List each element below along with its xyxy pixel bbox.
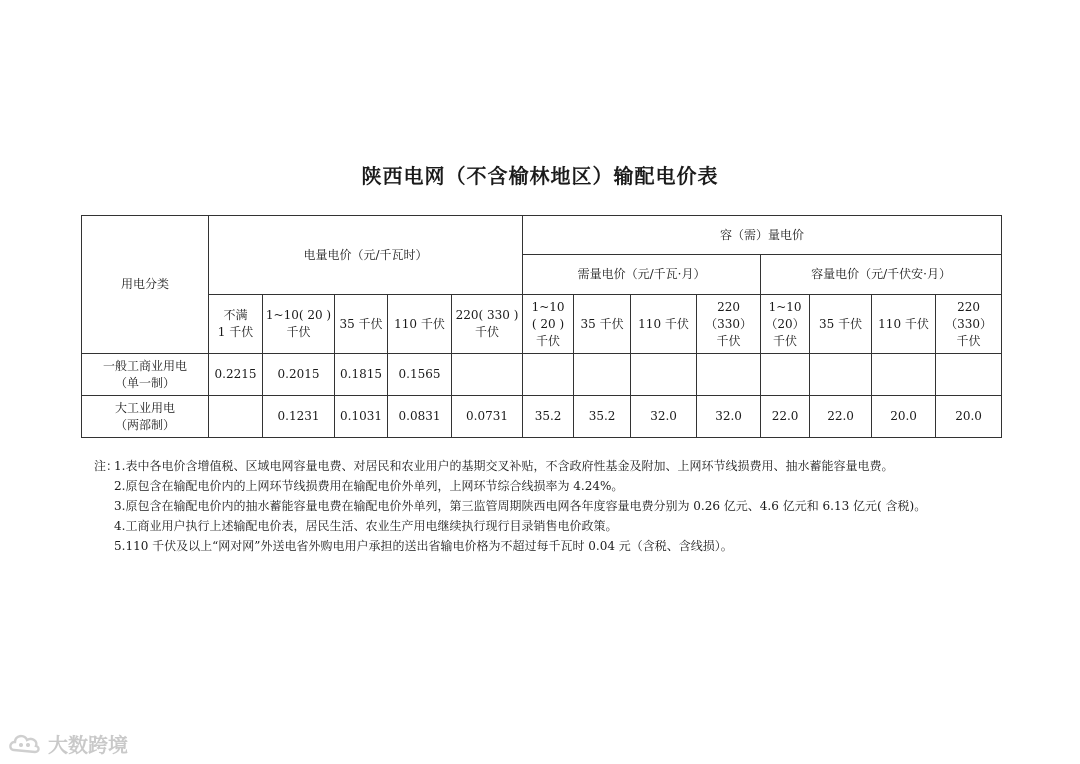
notes-prefix: 注： [94, 459, 119, 473]
price-cell: 0.2215 [209, 354, 263, 396]
price-cell: 32.0 [697, 396, 761, 438]
price-cell [810, 354, 872, 396]
price-cell: 35.2 [574, 396, 631, 438]
note-item: 2.原包含在输配电价内的上网环节线损费用在输配电价外单列，上网环节综合线损率为 4.24%。 [114, 479, 624, 493]
energy-voltage-header: 不满 1 千伏 [209, 295, 263, 354]
note-item: 4.工商业用户执行上述输配电价表，居民生活、农业生产用电继续执行现行目录销售电价政策。 [114, 519, 618, 533]
notes [94, 456, 926, 556]
price-cell: 0.1565 [388, 354, 452, 396]
price-cell: 22.0 [761, 396, 810, 438]
note-item: 5.110 千伏及以上“网对网”外送电省外购电用户承担的送出省输电价格为不超过每千瓦时 0.04 元（含税、含线损）。 [114, 539, 733, 553]
capacity-voltage-header: 110 千伏 [872, 295, 936, 354]
price-cell [761, 354, 810, 396]
watermark-text: 大数跨境 [48, 732, 128, 757]
demand-voltage-header: 110 千伏 [631, 295, 697, 354]
voltage-header-row [82, 295, 1002, 354]
category-header: 用电分类 [82, 216, 209, 354]
price-cell: 0.1231 [263, 396, 335, 438]
capacity-voltage-header: 1~10 （20） 千伏 [761, 295, 810, 354]
price-cell: 0.0731 [452, 396, 523, 438]
table-row [82, 354, 1002, 396]
energy-voltage-header: 1~10( 20 ) 千伏 [263, 295, 335, 354]
capacity-demand-header: 容（需）量电价 [523, 216, 1002, 255]
price-cell [936, 354, 1002, 396]
energy-price-header: 电量电价（元/千瓦时） [209, 216, 523, 295]
capacity-voltage-header: 35 千伏 [810, 295, 872, 354]
price-table [81, 215, 1002, 438]
capacity-voltage-header: 220 （330） 千伏 [936, 295, 1002, 354]
capacity-price-header: 容量电价（元/千伏安·月） [761, 255, 1002, 295]
price-cell: 20.0 [872, 396, 936, 438]
energy-voltage-header: 35 千伏 [335, 295, 388, 354]
note-item: 3.原包含在输配电价内的抽水蓄能容量电费在输配电价外单列，第三监管周期陕西电网各年度容量电费分别为 0.26 亿元、4.6 亿元和 6.13 亿元( 含税)。 [114, 499, 927, 513]
cloud-logo-icon [8, 730, 42, 756]
note-item: 注：1.表中各电价含增值税、区域电网容量电费、对居民和农业用户的基期交叉补贴，不含政府性基金及附加、上网环节线损费用、抽水蓄能容量电费。 [94, 456, 926, 476]
price-cell: 0.1815 [335, 354, 388, 396]
demand-voltage-header: 1~10 ( 20 ) 千伏 [523, 295, 574, 354]
price-cell [523, 354, 574, 396]
price-cell: 0.1031 [335, 396, 388, 438]
price-cell: 35.2 [523, 396, 574, 438]
energy-voltage-header: 110 千伏 [388, 295, 452, 354]
demand-price-header: 需量电价（元/千瓦·月） [523, 255, 761, 295]
row-category: 一般工商业用电 （单一制） [82, 354, 209, 396]
price-cell [697, 354, 761, 396]
price-cell [631, 354, 697, 396]
price-cell [872, 354, 936, 396]
price-cell: 32.0 [631, 396, 697, 438]
price-cell: 0.0831 [388, 396, 452, 438]
price-cell [209, 396, 263, 438]
price-cell: 20.0 [936, 396, 1002, 438]
demand-voltage-header: 220 （330） 千伏 [697, 295, 761, 354]
price-cell: 22.0 [810, 396, 872, 438]
watermark [8, 728, 128, 758]
price-cell: 0.2015 [263, 354, 335, 396]
row-category: 大工业用电 （两部制） [82, 396, 209, 438]
price-cell [574, 354, 631, 396]
price-cell [452, 354, 523, 396]
page-title: 陕西电网（不含榆林地区）输配电价表 [361, 164, 719, 188]
table-row [82, 396, 1002, 438]
energy-voltage-header: 220( 330 ) 千伏 [452, 295, 523, 354]
demand-voltage-header: 35 千伏 [574, 295, 631, 354]
